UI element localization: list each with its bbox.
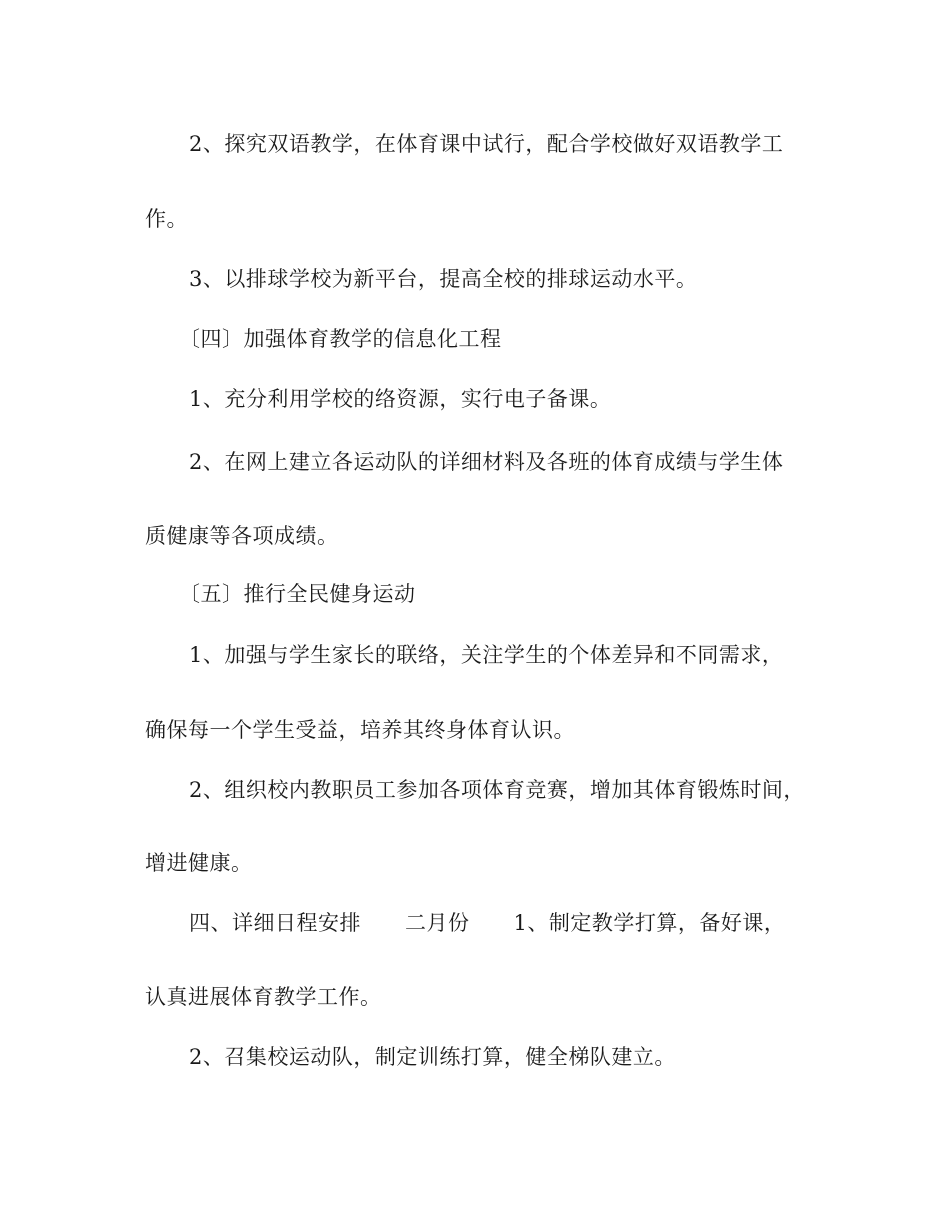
paragraph-line: 3、以排球学校为新平台，提高全校的排球运动水平。 <box>189 267 698 291</box>
schedule-month: 二月份 <box>405 911 470 935</box>
section-heading: 〔五〕推行全民健身运动 <box>179 582 416 606</box>
paragraph-line: 增进健康。 <box>145 851 253 875</box>
paragraph-line: 2、组织校内教职员工参加各项体育竞赛，增加其体育锻炼时间， <box>189 778 805 802</box>
paragraph-line: 2、探究双语教学，在体育课中试行，配合学校做好双语教学工 <box>189 132 784 156</box>
schedule-item: 1、制定教学打算，备好课， <box>513 911 786 935</box>
section-heading: 〔四〕加强体育教学的信息化工程 <box>179 327 502 351</box>
paragraph-line: 作。 <box>145 207 188 231</box>
schedule-title: 四、详细日程安排 <box>189 911 361 935</box>
paragraph-line: 1、加强与学生家长的联络，关注学生的个体差异和不同需求， <box>189 643 784 667</box>
paragraph-line: 1、充分利用学校的络资源，实行电子备课。 <box>189 387 612 411</box>
paragraph-line: 确保每一个学生受益，培养其终身体育认识。 <box>145 718 575 742</box>
paragraph-line: 认真进展体育教学工作。 <box>145 985 382 1009</box>
paragraph-line: 2、在网上建立各运动队的详细材料及各班的体育成绩与学生体 <box>189 450 784 474</box>
paragraph-line: 2、召集校运动队，制定训练打算，健全梯队建立。 <box>189 1045 676 1069</box>
schedule-line <box>189 909 785 937</box>
paragraph-line: 质健康等各项成绩。 <box>145 524 339 548</box>
